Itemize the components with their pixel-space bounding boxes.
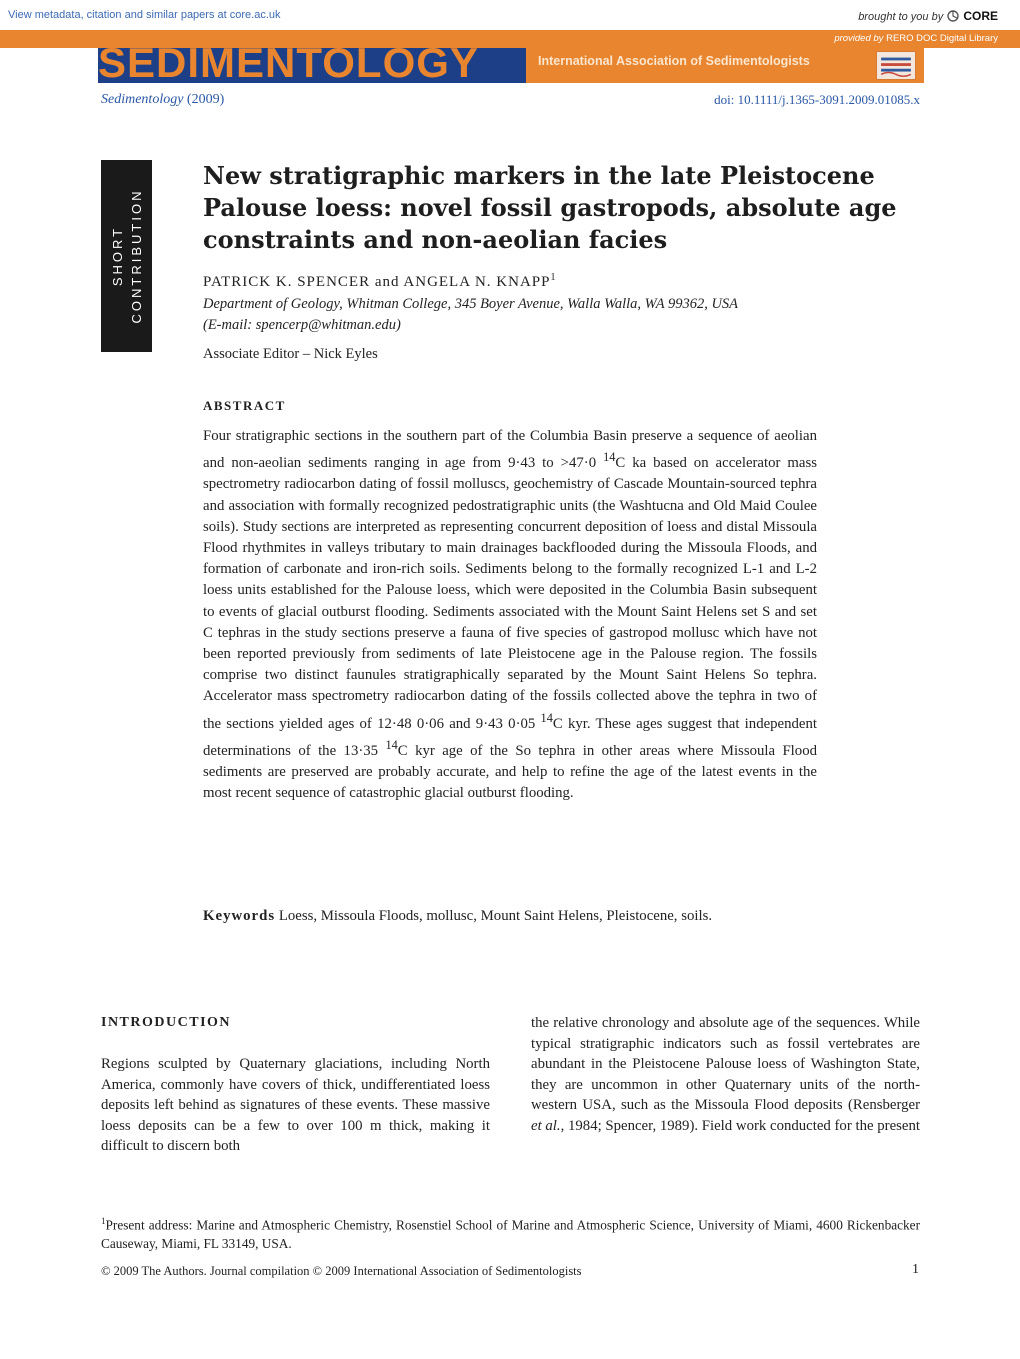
core-logo-icon [946,9,960,23]
core-label: CORE [963,9,998,23]
banner-association-name: International Association of Sedimentologists [538,54,810,68]
introduction-heading: INTRODUCTION [101,1015,232,1030]
footnote-marker: 1 [101,1216,106,1226]
abstract-text-3: C kyr. These ages suggest that independent determinations of the 13·35 [203,715,817,759]
journal-citation [101,92,224,108]
association-emblem-icon [876,51,916,80]
right-column-text-1: the relative chronology and absolute age of the sequences. While typical stratigraphic indicators such as fossil vertebrates are abundant in the Pleistocene Palouse loess of Washington State, they are uncommon in other Quaternary units of the north-western USA, such as the Missoula Flood deposits (Rensberger [531,1015,920,1113]
et-al: et al. [531,1117,561,1134]
right-column-text-2: , 1984; Spencer, 1989). Field work conducted for the present [560,1117,920,1134]
authors: PATRICK K. SPENCER and ANGELA N. KNAPP [203,274,551,290]
introduction-right-column [531,1013,920,1136]
footnote-text: Present address: Marine and Atmospheric Chemistry, Rosenstiel School of Marine and Atmospheric Science, University of Miami, 4600 Rickenbacker Causeway, Miami, FL 33149, USA. [101,1217,920,1252]
tag-line-contribution: CONTRIBUTION [128,188,144,324]
copyright: © 2009 The Authors. Journal compilation © 2009 International Association of Sedimentologists [101,1264,582,1278]
abstract-heading: ABSTRACT [203,398,286,413]
banner-journal-name: SEDIMENTOLOGY [98,48,479,83]
affiliation [203,294,923,336]
author-footnote-marker: 1 [550,272,557,283]
provided-by-label: provided by [834,33,884,44]
core-metadata-link[interactable]: View metadata, citation and similar papers at core.ac.uk [8,9,281,21]
provider-attribution[interactable] [834,33,998,44]
author-footnote [101,1212,920,1253]
page-number: 1 [912,1262,919,1277]
core-bar [0,0,1020,30]
short-contribution-tag [101,160,152,352]
isotope-superscript: 14 [540,710,553,725]
associate-editor: Associate Editor – Nick Eyles [203,346,378,362]
journal-name: Sedimentology [101,92,184,107]
provider-bar [0,30,1020,48]
author-line [203,272,557,291]
journal-year: (2009) [186,92,225,107]
keywords-label: Keywords [203,908,276,924]
isotope-superscript: 14 [603,450,616,465]
article-title: New stratigraphic markers in the late Pleistocene Palouse loess: novel fossil gastropods, absolute age constraints and non-aeolian facies [203,161,897,254]
abstract-text-2: C ka based on accelerator mass spectrometry radiocarbon dating of fossil molluscs, geochemistry of Cascade Mountain-sourced tephra and association with formally recognized pedostratigraphic units (the Washtucna and Old Maid Coulee soils). Study sections are interpreted as representing concurrent deposition of loess and distal Missoula Flood rhythmites in valleys tributary to main drainages backflooded during the Missoula Floods, and formation of carbonate and iron-rich soils. Sediments belong to the formally recognized L-1 and L-2 loess units established for the Palouse loess, which were deposited in the Columbia Basin subsequent to events of glacial outburst flooding. Sediments associated with the Mount Saint Helens set S and set C tephras in the study sections preserve a fauna of five species of gastropod mollusc which have not been reported previously from sediments of late Pleistocene age in the Palouse region. The fossils comprise two distinct faunules stratigraphically separated by the Mount Saint Helens So tephra. Accelerator mass spectrometry radiocarbon dating of the fossils collected above the tephra in two of the sections yielded ages of 12·48 0·06 and 9·43 0·05 [203,455,817,732]
core-attribution[interactable] [858,9,998,23]
keywords-list: Loess, Missoula Floods, mollusc, Mount Saint Helens, Pleistocene, soils. [278,908,713,924]
provider-name: RERO DOC Digital Library [886,33,998,44]
keywords [203,906,817,927]
isotope-superscript: 14 [385,737,398,752]
journal-banner [98,48,924,83]
abstract-text-1: Four stratigraphic sections in the southern part of the Columbia Basin preserve a sequence of aeolian and non-aeolian sediments ranging in age from 9·43 to >47·0 [203,428,817,472]
banner-association-panel [526,48,924,83]
abstract-body [203,426,817,804]
brought-label: brought to you by [858,11,944,23]
doi[interactable]: doi: 10.1111/j.1365-3091.2009.01085.x [714,92,920,107]
introduction-left-column: Regions sculpted by Quaternary glaciations, including North America, commonly have covers of thick, undifferentiated loess deposits left behind as signatures of these events. These massive loess deposits can be a few to over 100 m thick, making it difficult to discern both [101,1056,490,1154]
affiliation-email[interactable]: (E-mail: spencerp@whitman.edu) [203,317,401,333]
abstract-text-4: C kyr age of the So tephra in other areas where Missoula Flood sediments are preserved are probably accurate, and help to refine the age of the latest events in the most recent sequence of catastrophic glacial outburst flooding. [203,742,817,802]
tag-line-short: SHORT [109,225,125,287]
affiliation-address: Department of Geology, Whitman College, 345 Boyer Avenue, Walla Walla, WA 99362, USA [203,296,739,312]
